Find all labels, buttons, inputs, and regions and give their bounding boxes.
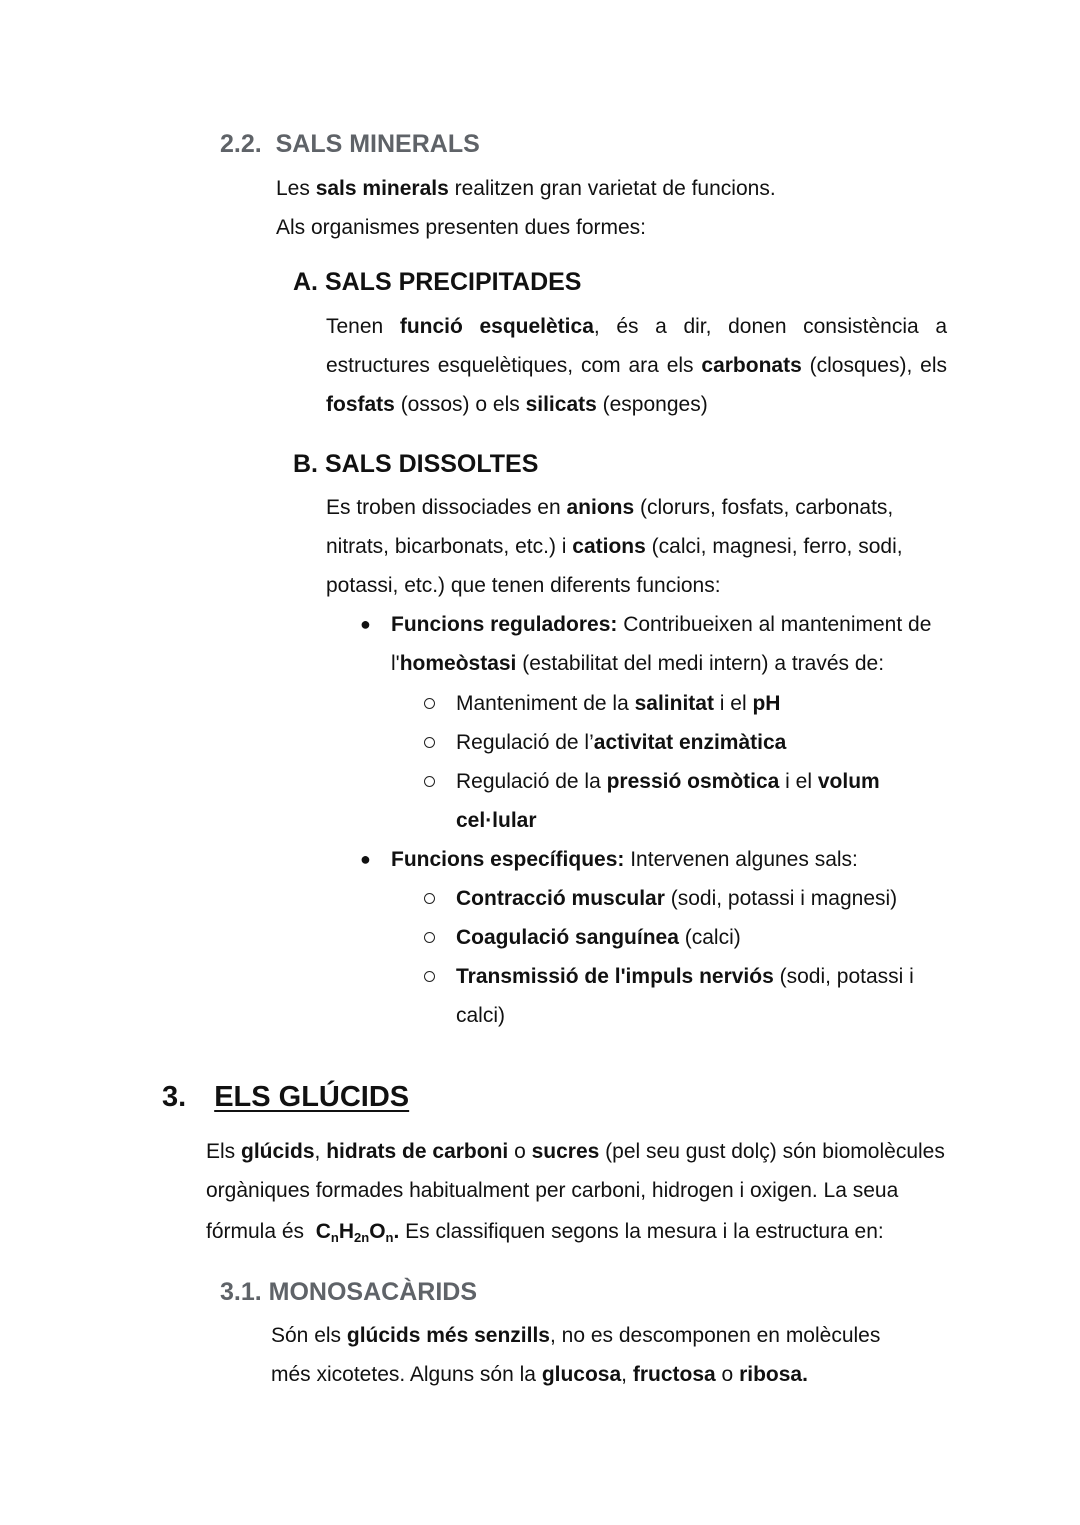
sub-list-item: Contracció muscular (sodi, potassi i magnesi) (456, 887, 898, 910)
section-3-heading: 3. ELS GLÚCIDS (162, 1081, 410, 1113)
sub-bullet-circle (424, 932, 435, 943)
sub-bullet-circle (424, 698, 435, 709)
sec3-line-3: fórmula és $C_nH_{2n}O_n$. Es classifiquen segons la mesura i la estructura en: (206, 1220, 884, 1245)
subsection-a-paragraph: Tenen funció esquelètica, és a dir, donen consistència a estructures esquelètiques, com ara els carbonats (closques), els fosfats (ossos) o els silicats (esponges) (326, 315, 947, 416)
section-3-1-heading: 3.1. MONOSACÀRIDS (220, 1278, 477, 1306)
sub-bullet-circle (424, 737, 435, 748)
list-item-reguladores: Funcions reguladores: Contribueixen al manteniment de (391, 613, 932, 636)
sec3-line-1: Els glúcids, hidrats de carboni o sucres (pel seu gust dolç) són biomolècules (206, 1140, 945, 1163)
sec22-paragraph-1: Les sals minerals realitzen gran varietat de funcions. (276, 177, 776, 200)
sec31-line-1: Són els glúcids més senzills, no es descomponen en molècules (271, 1324, 881, 1347)
page-title: ELS GLÚCIDS (214, 1081, 410, 1113)
section-2-2-heading (220, 130, 480, 159)
subsection-b-line-3: potassi, etc.) que tenen diferents funcions: (326, 574, 721, 597)
sub-bullet-circle (424, 893, 435, 904)
sub-bullet-circle (424, 971, 435, 982)
section-number: 2.2. (220, 130, 262, 158)
bullet-dot: ● (360, 849, 371, 869)
subsection-a-heading: A. SALS PRECIPITADES (293, 268, 582, 296)
list-item-reguladores-cont: l'homeòstasi (estabilitat del medi intern) a través de: (391, 652, 885, 675)
sub-list-item-cont: cel·lular (456, 809, 537, 832)
sec3-line-2: orgàniques formades habitualment per carboni, hidrogen i oxigen. La seua (206, 1179, 899, 1202)
subsection-b-heading: B. SALS DISSOLTES (293, 450, 539, 478)
sub-bullet-circle (424, 776, 435, 787)
sec31-line-2: més xicotetes. Alguns són la glucosa, fructosa o ribosa. (271, 1363, 808, 1386)
sub-list-item: Transmissió de l'impuls nerviós (sodi, potassi i (456, 965, 914, 988)
sub-list-item: Regulació de la pressió osmòtica i el volum (456, 770, 880, 793)
subsection-b-line-2: nitrats, bicarbonats, etc.) i cations (calci, magnesi, ferro, sodi, (326, 535, 903, 558)
bullet-dot: ● (360, 614, 371, 634)
section-title: SALS MINERALS (275, 130, 480, 158)
sec22-paragraph-2: Als organismes presenten dues formes: (276, 216, 647, 239)
list-item-especifiques: Funcions específiques: Intervenen algunes sals: (391, 848, 858, 871)
subsection-b-line-1: Es troben dissociades en anions (clorurs, fosfats, carbonats, (326, 496, 894, 519)
sub-list-item: Regulació de l’activitat enzimàtica (456, 731, 787, 754)
formula: $C_nH_{2n}O_n$. (315, 1220, 400, 1245)
sub-list-item: Coagulació sanguínea (calci) (456, 926, 741, 949)
sub-list-item-cont: calci) (456, 1004, 506, 1027)
sub-list-item: Manteniment de la salinitat i el pH (456, 692, 781, 715)
